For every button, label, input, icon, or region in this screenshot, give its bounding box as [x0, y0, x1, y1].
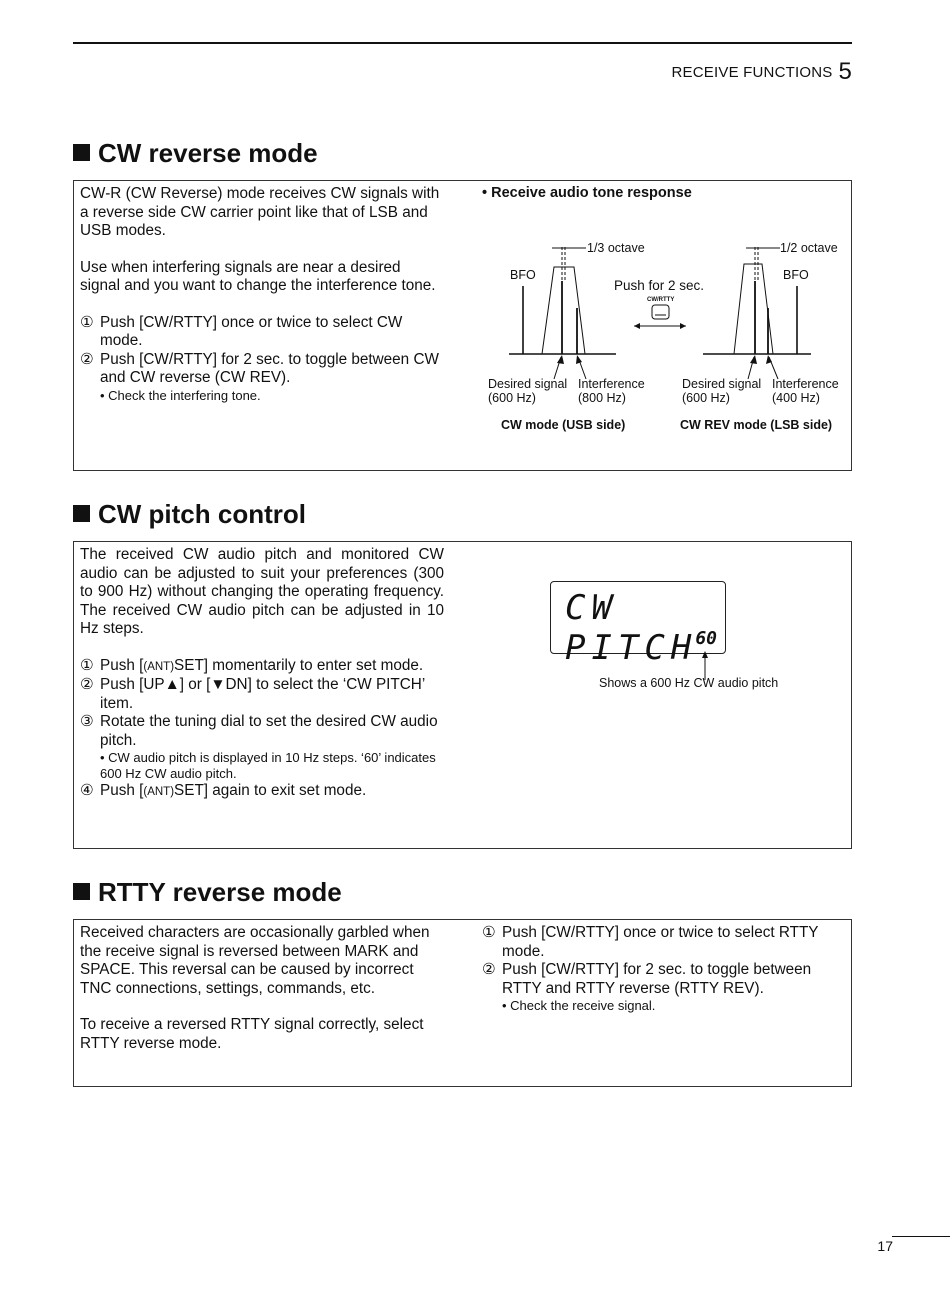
- lcd-main-text: CW PITCH: [565, 588, 698, 668]
- cw-pitch-step-4: ④ Push [(ANT)SET] again to exit set mode.: [80, 782, 367, 799]
- top-rule: [73, 42, 852, 44]
- lcd-display: [550, 581, 726, 668]
- rtty-reverse-note: • Check the receive signal.: [502, 998, 656, 1013]
- rtty-reverse-para1: Received characters are occasionally garbled when the receive signal is reversed between MARK and SPACE. This reversal can be caused by incorrect TNC connections, settings, commands, etc.: [80, 924, 430, 997]
- rtty-reverse-heading: RTTY reverse mode: [73, 877, 342, 908]
- square-bullet-icon: [73, 883, 90, 900]
- rtty-reverse-box: [73, 919, 852, 1087]
- square-bullet-icon: [73, 144, 90, 161]
- cw-reverse-step-1: ① Push [CW/RTTY] once or twice to select CW mode.: [80, 313, 403, 349]
- right-interf-label: Interference (400 Hz): [772, 377, 839, 405]
- right-bfo-label: BFO: [783, 268, 809, 282]
- left-interf-label: Interference (800 Hz): [578, 377, 645, 405]
- tone-response-heading: • Receive audio tone response: [482, 185, 692, 201]
- left-desired-label: Desired signal (600 Hz): [488, 377, 568, 405]
- cw-rtty-key-icon: [652, 305, 669, 319]
- cw-pitch-box: [73, 541, 852, 849]
- right-desired-arrowhead: [750, 355, 757, 364]
- cw-pitch-heading: CW pitch control: [73, 499, 306, 530]
- right-caption: CW REV mode (LSB side): [680, 418, 833, 432]
- cw-pitch-para1: The received CW audio pitch and monitored CW audio can be adjusted to suit your preferences (300 to 900 Hz) without changing the operating frequency. The received CW audio pitch can be adjusted in 10 Hz steps.: [80, 546, 444, 637]
- cw-pitch-steps: [80, 657, 444, 802]
- running-header: [672, 58, 852, 86]
- toggle-arrowhead-left: [634, 323, 640, 329]
- rtty-reverse-left-text: [80, 924, 444, 1053]
- right-desired-label: Desired signal (600 Hz): [682, 377, 762, 405]
- cw-reverse-note: • Check the interfering tone.: [100, 387, 261, 403]
- rtty-reverse-step-2: ② Push [CW/RTTY] for 2 sec. to toggle between RTTY and RTTY reverse (RTTY REV).: [482, 961, 812, 997]
- left-desired-arrowhead: [557, 355, 564, 364]
- cw-pitch-step-2: ② Push [UP▲] or [▼DN] to select the ‘CW PITCH’ item.: [80, 676, 425, 712]
- left-bfo-label: BFO: [510, 268, 536, 282]
- rtty-reverse-right-text: [482, 924, 846, 1014]
- push-label: Push for 2 sec.: [614, 278, 705, 293]
- page-number-rule: [892, 1236, 950, 1237]
- cw-reverse-heading: CW reverse mode: [73, 138, 318, 169]
- left-octave-label: 1/3 octave: [587, 241, 645, 255]
- cw-reverse-box: [73, 180, 852, 471]
- left-caption: CW mode (USB side): [501, 418, 626, 432]
- rtty-reverse-step-1: ① Push [CW/RTTY] once or twice to select RTTY mode.: [482, 924, 819, 960]
- right-octave-label: 1/2 octave: [780, 241, 838, 255]
- cw-reverse-para1: CW-R (CW Reverse) mode receives CW signals with a reverse side CW carrier point like that of LSB and USB modes.: [80, 185, 440, 239]
- lcd-value: 60: [695, 628, 717, 649]
- page-number: 17: [877, 1238, 893, 1254]
- key-label: CW/RTTY: [647, 297, 675, 303]
- toggle-arrowhead-right: [680, 323, 686, 329]
- header-section: RECEIVE FUNCTIONS: [671, 64, 833, 81]
- rtty-reverse-para2: To receive a reversed RTTY signal correctly, select RTTY reverse mode.: [80, 1016, 424, 1052]
- cw-pitch-step-1: ① Push [(ANT)SET] momentarily to enter set mode.: [80, 656, 424, 674]
- header-chapter: 5: [838, 58, 852, 85]
- lcd-caption: Shows a 600 Hz CW audio pitch: [599, 676, 779, 690]
- cw-pitch-note: • CW audio pitch is displayed in 10 Hz steps. ‘60’ indicates 600 Hz CW audio pitch.: [100, 750, 436, 781]
- cw-pitch-step-3: ③ Rotate the tuning dial to set the desired CW audio pitch.: [80, 713, 438, 749]
- cw-reverse-step-2: ② Push [CW/RTTY] for 2 sec. to toggle between CW and CW reverse (CW REV).: [80, 350, 439, 386]
- left-filter-shape: [542, 267, 585, 354]
- cw-pitch-text: [80, 546, 444, 802]
- square-bullet-icon: [73, 505, 90, 522]
- left-interf-arrowhead: [576, 355, 582, 364]
- cw-reverse-para2: Use when interfering signals are near a desired signal and you want to change the interference tone.: [80, 258, 436, 294]
